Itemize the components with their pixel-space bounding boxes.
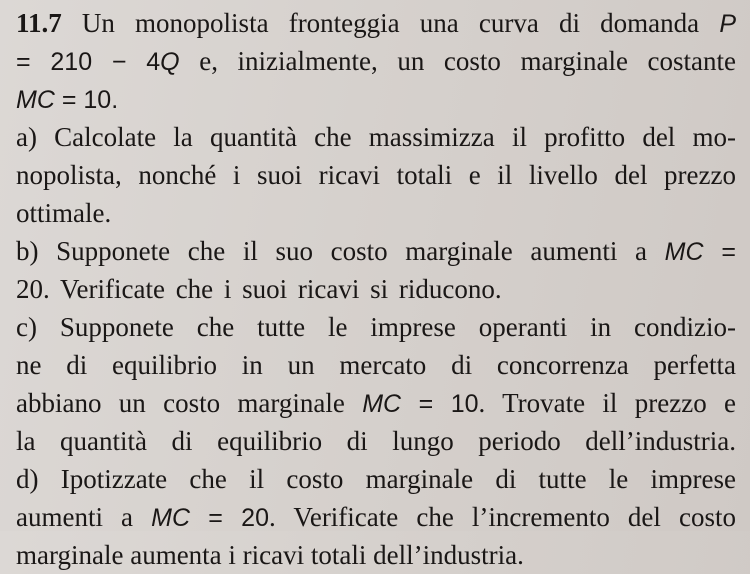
math-variable: MC bbox=[151, 504, 191, 532]
exercise-text: la quantità di equilibrio di lungo periodo dell’industria. bbox=[16, 426, 736, 456]
exercise-text: b) Supponete che il suo costo marginale aumenti a bbox=[16, 236, 665, 266]
math-variable: P bbox=[719, 10, 736, 38]
exercise-line-11 bbox=[16, 384, 736, 422]
exercise-line-10 bbox=[16, 346, 736, 384]
exercise-text: nopolista, nonché i suoi ricavi totali e il livello del prezzo bbox=[16, 160, 736, 190]
math-expression: = 210 − 4 bbox=[16, 48, 161, 76]
exercise-text: ottimale. bbox=[16, 198, 112, 228]
exercise-number: 11.7 bbox=[16, 8, 62, 38]
exercise-text: . Trovate il prezzo e bbox=[478, 388, 736, 418]
math-expression: = 20 bbox=[190, 504, 269, 532]
exercise-line-5 bbox=[16, 156, 736, 194]
exercise-text: e, inizialmente, un costo marginale costante bbox=[179, 46, 736, 76]
exercise-line-6 bbox=[16, 194, 736, 232]
exercise-line-1 bbox=[16, 4, 736, 42]
exercise-line-9 bbox=[16, 308, 736, 346]
exercise-text: . Verificate che l’incremento del costo bbox=[268, 502, 736, 532]
exercise-line-4 bbox=[16, 118, 736, 156]
math-expression: = 10. bbox=[54, 86, 119, 114]
math-expression: = bbox=[703, 238, 736, 266]
exercise-line-15 bbox=[16, 536, 736, 574]
exercise-line-14 bbox=[16, 498, 736, 536]
exercise-text: c) Supponete che tutte le imprese operanti in condizio- bbox=[16, 312, 736, 342]
exercise-text: abbiano un costo marginale bbox=[16, 388, 363, 418]
exercise-line-13 bbox=[16, 460, 736, 498]
exercise-line-3 bbox=[16, 80, 736, 118]
exercise-text: 20. Verificate che i suoi ricavi si riducono. bbox=[16, 274, 502, 304]
exercise-text: aumenti a bbox=[16, 502, 152, 532]
exercise-text: marginale aumenta i ricavi totali dell’industria. bbox=[16, 540, 524, 570]
exercise-line-7 bbox=[16, 232, 736, 270]
exercise-text: a) Calcolate la quantità che massimizza il profitto del mo- bbox=[16, 122, 736, 152]
math-variable: Q bbox=[160, 48, 180, 76]
exercise-text: ne di equilibrio in un mercato di concorrenza perfetta bbox=[16, 350, 736, 380]
exercise-line-2 bbox=[16, 42, 736, 80]
math-variable: MC bbox=[362, 390, 402, 418]
exercise-line-12 bbox=[16, 422, 736, 460]
exercise-text: Un monopolista fronteggia una curva di domanda bbox=[61, 8, 720, 38]
exercise-line-8 bbox=[16, 270, 736, 308]
math-variable: MC bbox=[664, 238, 704, 266]
math-variable: MC bbox=[16, 86, 55, 114]
exercise-text: d) Ipotizzate che il costo marginale di tutte le imprese bbox=[16, 464, 736, 494]
math-expression: = 10 bbox=[401, 390, 479, 418]
